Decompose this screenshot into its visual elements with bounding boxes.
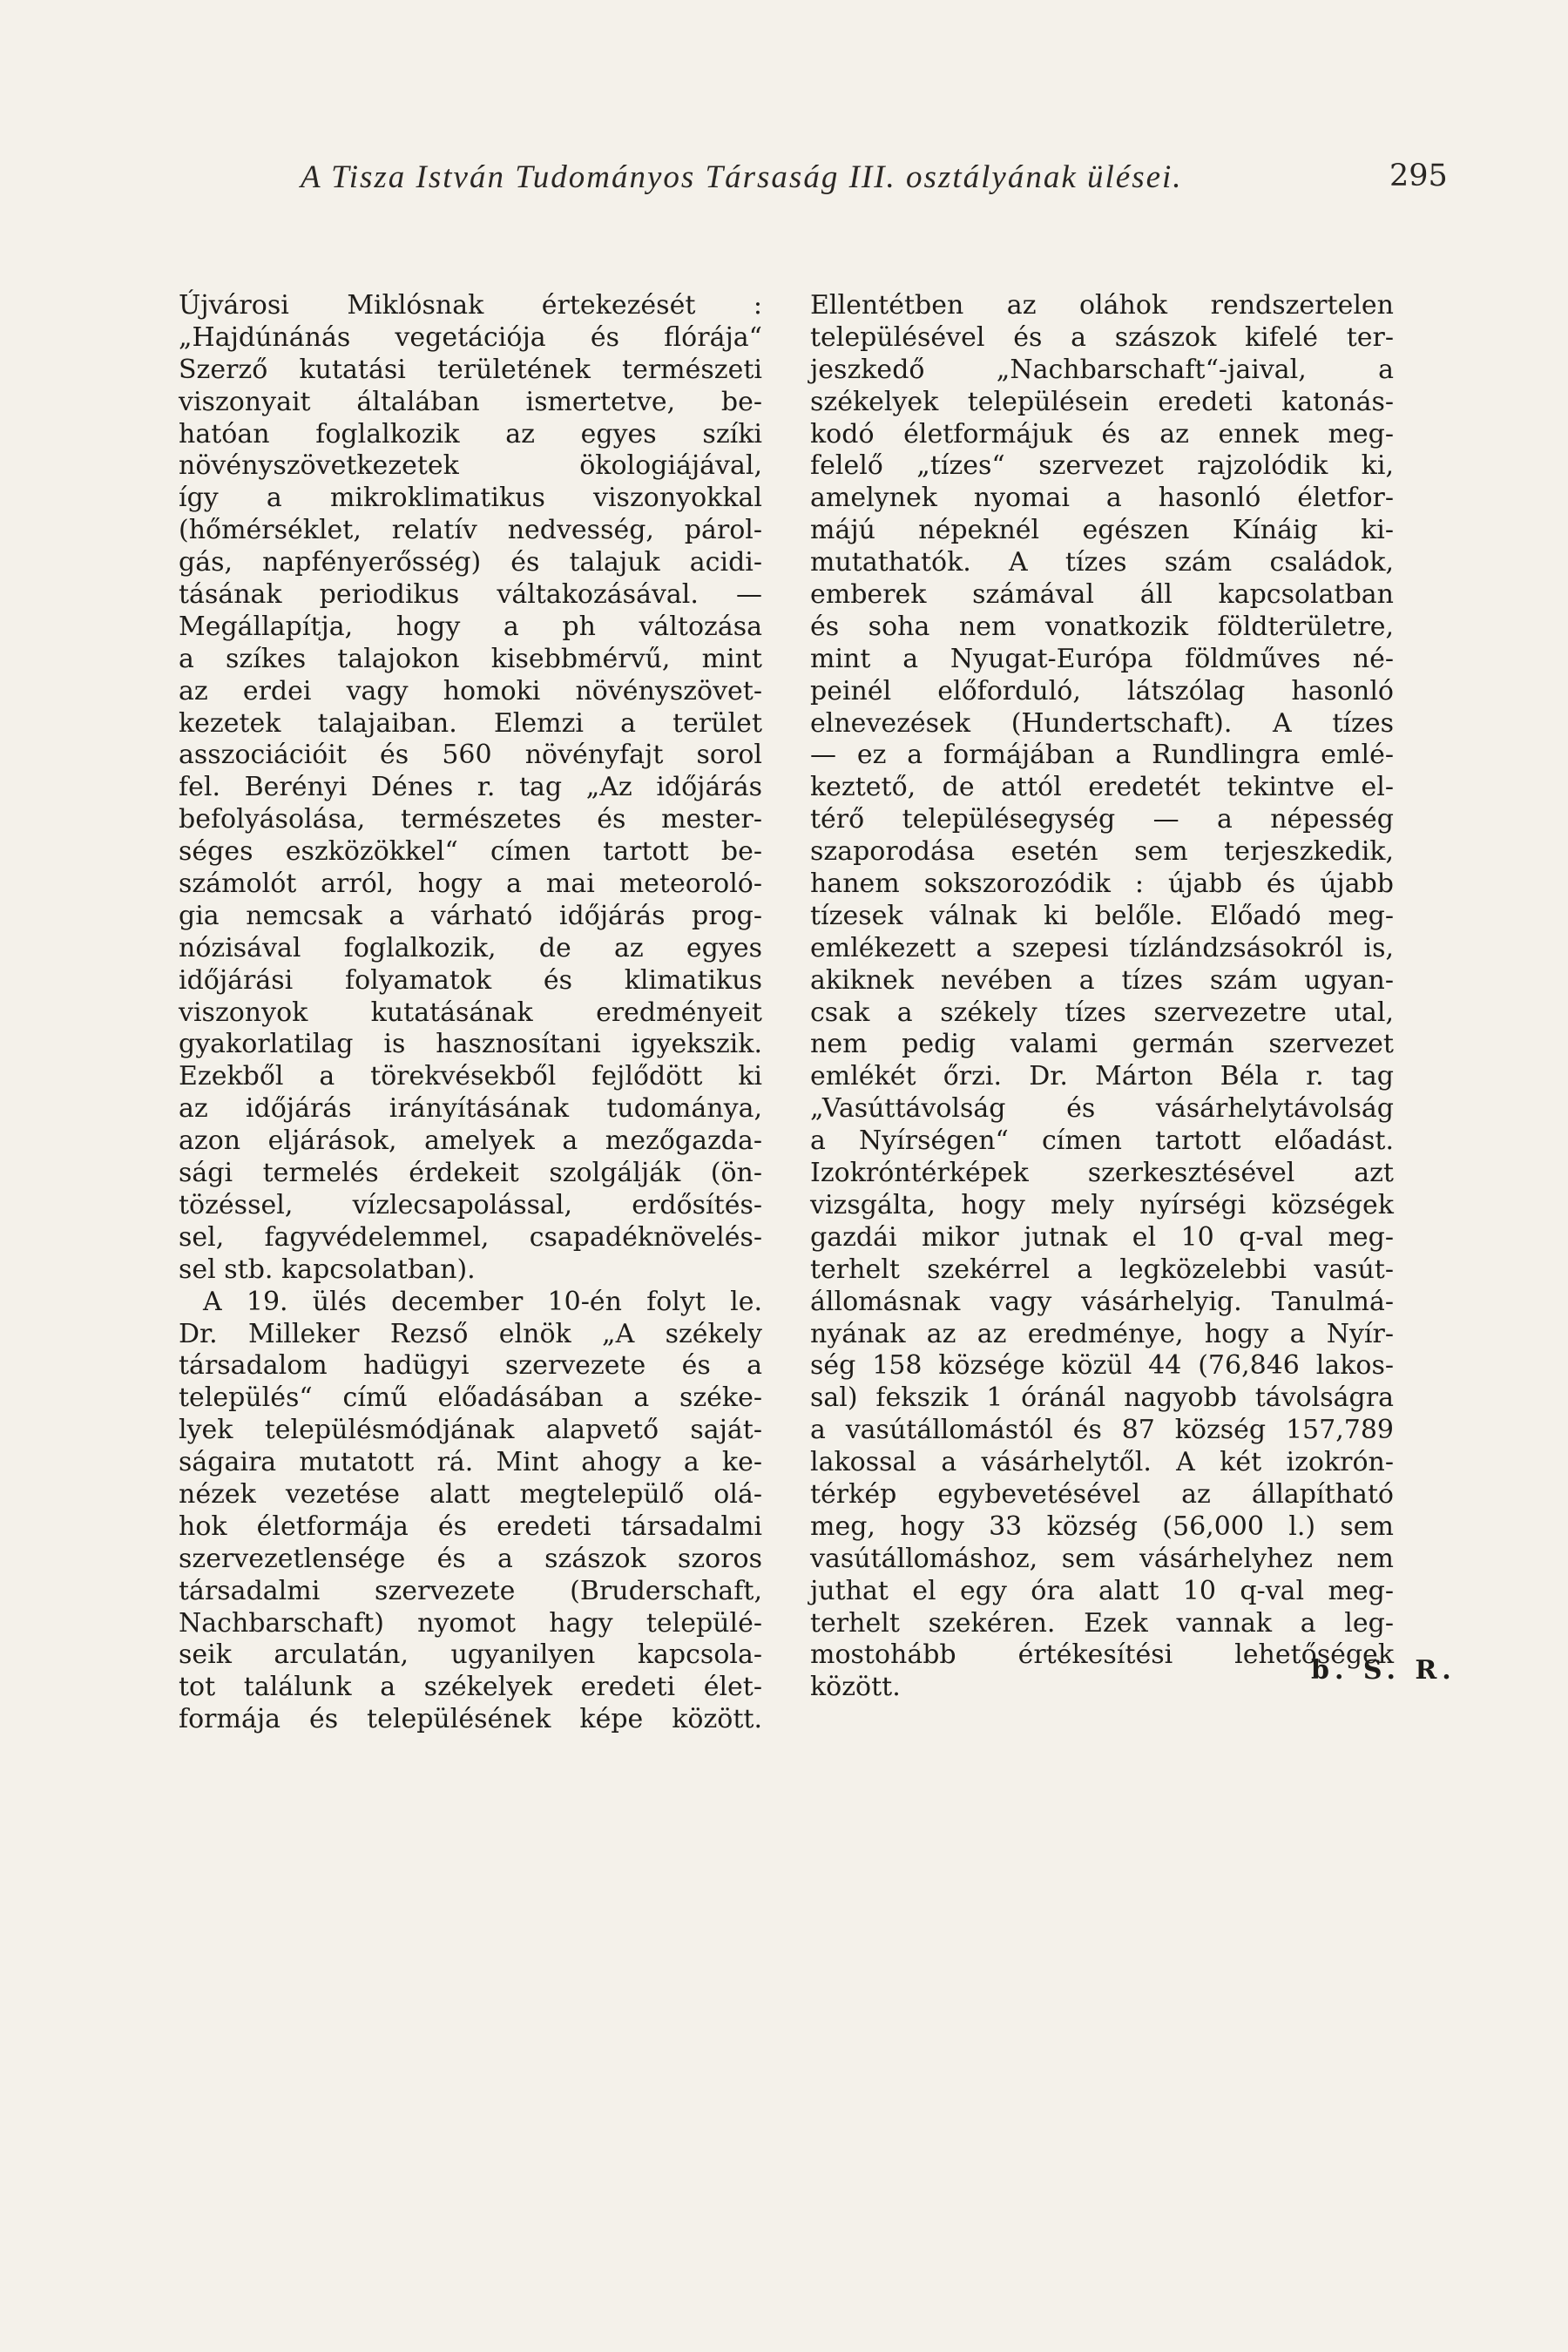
text-line: viszonyait általában ismertetve, be- <box>179 386 762 417</box>
text-line: befolyásolása, természetes és mester- <box>179 804 762 835</box>
text-line: Nachbarschaft) nyomot hagy települé- <box>179 1607 762 1639</box>
text-line: májú népeknél egészen Kínáig ki- <box>810 515 1394 546</box>
text-line: peinél előforduló, látszólag hasonló <box>810 675 1394 706</box>
text-line: és soha nem vonatkozik földterületre, <box>810 611 1394 642</box>
text-line: Ezekből a törekvésekből fejlődött ki <box>179 1061 762 1092</box>
left-column <box>179 290 762 1736</box>
text-line: Újvárosi Miklósnak értekezését : <box>179 290 762 321</box>
text-line: gazdái mikor jutnak el 10 q-val meg- <box>810 1221 1394 1253</box>
text-line: vasútállomáshoz, sem vásárhelyhez nem <box>810 1543 1394 1574</box>
text-line: séges eszközökkel“ címen tartott be- <box>179 836 762 868</box>
text-line: felelő „tízes“ szervezet rajzolódik ki, <box>810 450 1394 482</box>
text-line: a szíkes talajokon kisebbmérvű, mint <box>179 643 762 674</box>
text-line: sal) fekszik 1 óránál nagyobb távolságra <box>810 1382 1394 1414</box>
text-line: emberek számával áll kapcsolatban <box>810 579 1394 611</box>
text-line: viszonyok kutatásának eredményeit <box>179 997 762 1028</box>
text-line: nézek vezetése alatt megtelepülő olá- <box>179 1478 762 1510</box>
text-line: térkép egybevetésével az állapítható <box>810 1478 1394 1510</box>
text-line: nem pedig valami germán szervezet <box>810 1029 1394 1060</box>
text-line: seik arculatán, ugyanilyen kapcsola- <box>179 1639 762 1671</box>
paragraph-start-line: A 19. ülés december 10-én folyt le. <box>203 1286 762 1317</box>
text-line: akiknek nevében a tízes szám ugyan- <box>810 964 1394 996</box>
text-line: amelynek nyomai a hasonló életfor- <box>810 483 1394 514</box>
text-line: elnevezések (Hundertschaft). A tízes <box>810 707 1394 739</box>
text-line: településével és a szászok kifelé ter- <box>810 321 1394 353</box>
text-line: Dr. Milleker Rezső elnök „A székely <box>179 1318 762 1349</box>
text-line: tásának periodikus váltakozásával. — <box>179 579 762 611</box>
text-line: lakossal a vásárhelytől. A két izokrón- <box>810 1447 1394 1478</box>
text-line: szervezetlensége és a szászok szoros <box>179 1543 762 1574</box>
text-line: Ellentétben az oláhok rendszertelen <box>810 290 1394 321</box>
text-line: nózisával foglalkozik, de az egyes <box>179 932 762 963</box>
text-line: juthat el egy óra alatt 10 q-val meg- <box>810 1575 1394 1606</box>
text-line: között. <box>810 1672 901 1703</box>
text-line: így a mikroklimatikus viszonyokkal <box>179 483 762 514</box>
text-line: mutathatók. A tízes szám családok, <box>810 547 1394 578</box>
text-line: számolót arról, hogy a mai meteoroló- <box>179 868 762 900</box>
text-line: állomásnak vagy vásárhelyig. Tanulmá- <box>810 1286 1394 1317</box>
text-line: gás, napfényerősség) és talajuk acidi- <box>179 547 762 578</box>
text-line: a Nyírségen“ címen tartott előadást. <box>810 1125 1394 1157</box>
text-line: térő településegység — a népesség <box>810 804 1394 835</box>
text-line: nyának az az eredménye, hogy a Nyír- <box>810 1318 1394 1349</box>
right-column <box>810 290 1394 1704</box>
text-line: hatóan foglalkozik az egyes szíki <box>179 418 762 449</box>
text-line: az erdei vagy homoki növényszövet- <box>179 675 762 706</box>
text-line: jeszkedő „Nachbarschaft“-jaival, a <box>810 354 1394 385</box>
text-line: mint a Nyugat-Európa földműves né- <box>810 643 1394 674</box>
text-line: sel, fagyvédelemmel, csapadéknövelés- <box>179 1221 762 1253</box>
text-line: terhelt szekéren. Ezek vannak a leg- <box>810 1607 1394 1639</box>
text-line: Megállapítja, hogy a ph változása <box>179 611 762 642</box>
text-line: sági termelés érdekeit szolgálják (ön- <box>179 1158 762 1189</box>
text-line: hok életformája és eredeti társadalmi <box>179 1511 762 1542</box>
text-line: ség 158 községe közül 44 (76,846 lakos- <box>810 1350 1394 1382</box>
text-line: terhelt szekérrel a legközelebbi vasút- <box>810 1254 1394 1285</box>
text-line: társadalmi szervezete (Bruderschaft, <box>179 1575 762 1606</box>
text-line: tot találunk a székelyek eredeti élet- <box>179 1672 762 1703</box>
text-line: ságaira mutatott rá. Mint ahogy a ke- <box>179 1447 762 1478</box>
text-line: gia nemcsak a várható időjárás prog- <box>179 900 762 931</box>
text-line: lyek településmódjának alapvető saját- <box>179 1415 762 1446</box>
text-line: társadalom hadügyi szervezete és a <box>179 1350 762 1382</box>
text-line: kezetek talajaiban. Elemzi a terület <box>179 707 762 739</box>
text-line: növényszövetkezetek ökologiájával, <box>179 450 762 482</box>
text-line: meg, hogy 33 község (56,000 l.) sem <box>810 1511 1394 1542</box>
text-line: az időjárás irányításának tudománya, <box>179 1093 762 1125</box>
text-line: tözéssel, vízlecsapolással, erdősítés- <box>179 1189 762 1220</box>
text-line: emlékét őrzi. Dr. Márton Béla r. tag <box>810 1061 1394 1092</box>
text-line: emlékezett a szepesi tízlándzsásokról is, <box>810 932 1394 963</box>
text-line: sel stb. kapcsolatban). <box>179 1254 476 1285</box>
text-line: — ez a formájában a Rundlingra emlé- <box>810 740 1394 771</box>
text-line: „Vasúttávolság és vásárhelytávolság <box>810 1093 1394 1125</box>
text-line: Szerző kutatási területének természeti <box>179 354 762 385</box>
text-line: Izokróntérképek szerkesztésével azt <box>810 1158 1394 1189</box>
text-line: gyakorlatilag is hasznosítani igyekszik. <box>179 1029 762 1060</box>
text-line: csak a székely tízes szervezetre utal, <box>810 997 1394 1028</box>
text-line: hanem sokszorozódik : újabb és újabb <box>810 868 1394 900</box>
text-line: vizsgálta, hogy mely nyírségi községek <box>810 1189 1394 1220</box>
text-line: település“ című előadásában a széke- <box>179 1382 762 1414</box>
text-line: kodó életformájuk és az ennek meg- <box>810 418 1394 449</box>
text-line: tízesek válnak ki belőle. Előadó meg- <box>810 900 1394 931</box>
text-line: a vasútállomástól és 87 község 157,789 <box>810 1415 1394 1446</box>
text-line: szaporodása esetén sem terjeszkedik, <box>810 836 1394 868</box>
text-line: asszociációit és 560 növényfajt sorol <box>179 740 762 771</box>
running-title: A Tisza István Tudományos Társaság III. osztályának ülései. <box>301 159 1183 195</box>
text-line: formája és településének képe között. <box>179 1704 762 1735</box>
text-line: azon eljárások, amelyek a mezőgazda- <box>179 1125 762 1157</box>
text-line: (hőmérséklet, relatív nedvesség, párol- <box>179 515 762 546</box>
text-line: mostohább értékesítési lehetőségek <box>810 1639 1394 1671</box>
author-signature: b. S. R. <box>1311 1655 1456 1686</box>
text-line: keztető, de attól eredetét tekintve el- <box>810 772 1394 803</box>
text-line: „Hajdúnánás vegetációja és flórája“ <box>179 321 762 353</box>
text-line: székelyek településein eredeti katonás- <box>810 386 1394 417</box>
text-line: időjárási folyamatok és klimatikus <box>179 964 762 996</box>
page-number: 295 <box>1389 159 1448 193</box>
text-line: fel. Berényi Dénes r. tag „Az időjárás <box>179 772 762 803</box>
